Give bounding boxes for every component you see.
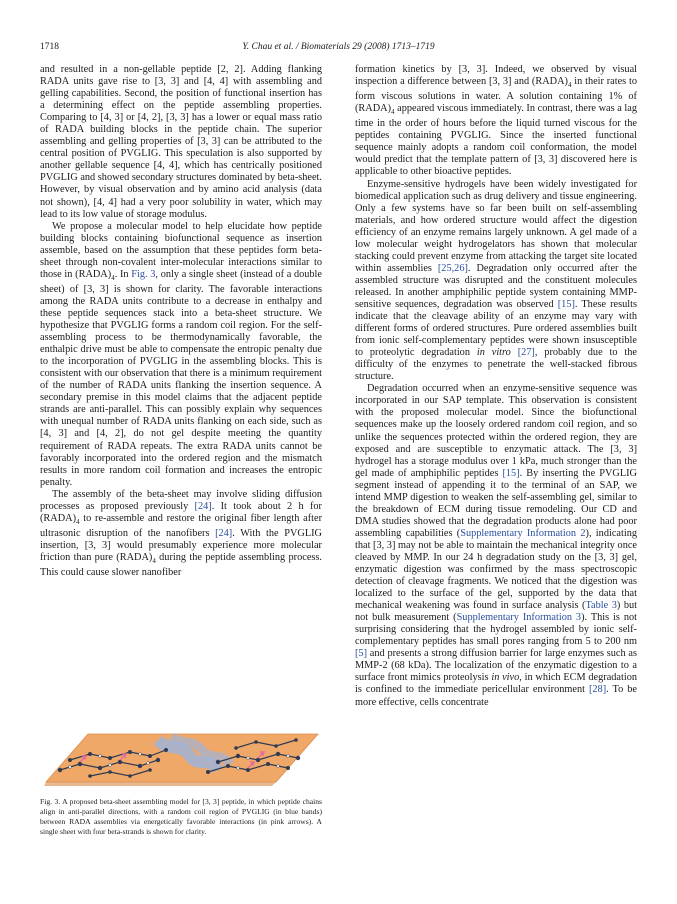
- sheet-plane-shadow: [44, 782, 276, 786]
- fig-3-link[interactable]: Fig. 3: [131, 268, 156, 280]
- right-paragraph-3: Degradation occurred when an enzyme-sensitive sequence was incorporated in our SAP template. This observation is consistent with the proposed molecular model. Since the biofunctional sequences make up the loosely ordered random coil region, and so unlike the sequences protected within the ordered region, they are exposed and are susceptible to enzymatic attack. The [3, 3] hydrogel has a storage modulus over 1 kPa, much stronger than the gel made of amphiphilic peptides [15]. By inserting the PVGLIG segment instead of appending it to the terminal of an SAP, we intend MMP digestion to weaken the self-assembling gel, similar to the breakdown of ECM during tissue remodeling. Our CD and DMA studies showed that the degradation products alone had poor assembling capabilities (Supplementary Information 2), indicating that [3, 3] may not be able to maintain the mechanical integrity once cleaved by MMP. In our 24 h degradation study on the [3, 3] gel, enzymatic digestion was confirmed by the mass spectroscopic detection of cleavage fragments. We noticed that the digestion was localized to the surface of the gel, supported by the data that mechanical weakening was found in surface analysis (Table 3) but not bulk measurement (Supplementary Information 3). This is not surprising considering that the hydrogel assembled by ionic self-complementary peptides has small pores ranging from 5 to 200 nm [5] and presents a strong diffusion barrier for large enzymes such as MMP-2 (68 kDa). The localization of the enzymatic digestion to a surface front mimics proteolysis in vivo, in which ECM degradation is confined to the immediate pericellular environment [28]. To be more effective, cells concentrate: [355, 383, 638, 708]
- citation-link[interactable]: [25,26]: [437, 262, 468, 274]
- figure-caption: Fig. 3. A proposed beta-sheet assembling model for [3, 3] peptide, in which peptide chains align in anti-parallel directions, with a random coil region of PVGLIG (in blue bands) between RADA assemblies via energetically favorable interactions (in pink arrows). A single sheet with four beta-strands is shown for clarity.: [40, 797, 322, 836]
- citation-link[interactable]: [24]: [194, 500, 212, 512]
- left-column: [40, 64, 322, 579]
- left-paragraph-2: We propose a molecular model to help elucidate how peptide building blocks containing biofunctional sequence as insertion assemble, based on the assumption that these peptides form beta-sheet through non-covalent inter-molecular interactions similar to those in $(RADA)_4$. In Fig. 3, only a single sheet (instead of a double sheet) of [3, 3] is shown for clarity. The favorable interactions among the RADA units contribute to a decrease in enthalpy and these peptide sequences stack into a beta-sheet structure. We hypothesize that PVGLIG forms a random coil region. For the self-assembling process to be thermodynamically favorable, the enthalpic drive must be able to compensate the entropic penalty due to the incorporation of PVGLIG in the assembling blocks. This is consistent with our observation that there is a minimum requirement of the number of RADA units flanking the insertion sequence. A secondary premise in this model claims that the adjacent peptide strands are anti-parallel. This can possibly explain why sequences with unequal number of RADA units flanking on each side, such as [4, 3] and [4, 2], do not gel despite meeting the quantity requirement of RADA repeats. The extra RADA units cannot be favorably incorporated into the ordered region and the mismatch results in more random coil formation and increases the entropic penalty.: [40, 220, 322, 488]
- page-number: 1718: [40, 42, 59, 52]
- citation-link[interactable]: [24]: [215, 527, 233, 539]
- right-column: [355, 64, 637, 709]
- citation-link[interactable]: [15]: [557, 298, 575, 310]
- left-paragraph-1: and resulted in a non-gellable peptide [2, 2]. Adding flanking RADA units gave rise to [3, 3] and [4, 4] with assembling and gelling capabilities. Second, the position of functional insertion has a determining effect on the peptide assembling properties. Comparing to [4, 3] or [4, 2], [3, 3] has a lower or equal mass ratio of RADA building blocks in the peptide chain. The superior assembling and gelling properties of [3, 3] can be attributed to the central position of PVGLIG. This speculation is also supported by another gellable sequence [4, 4], which has centrically positioned PVGLIG and showed secondary structures dominated by beta-sheet. However, by visual observation and by amino acid analysis (data not shown), [4, 4] had a very poor solubility in water, which may lead to its low value of storage modulus.: [40, 64, 322, 220]
- citation-link[interactable]: [5]: [355, 648, 368, 660]
- table-3-link[interactable]: Table 3: [585, 600, 617, 612]
- citation-link[interactable]: [27]: [517, 347, 535, 359]
- right-paragraph-1: formation kinetics by [3, 3]. Indeed, we observed by visual inspection a difference between [3, 3] and $(RADA)_4$ in their rates to form viscous solutions in water. A solution containing 1% of $(RADA)_4$ appeared viscous immediately. In contrast, there was a lag time in the order of hours before the liquid turned viscous for the peptides containing PVGLIG. Since the inserted functional sequence mainly adopts a random coil conformation, the model would predict that the template pattern of [3, 3] discovered here is applicable to other bioactive peptides.: [355, 64, 637, 178]
- figure-3-beta-sheet-model: [40, 712, 322, 792]
- left-paragraph-3: The assembly of the beta-sheet may involve sliding diffusion processes as proposed previously [24]. It took about 2 h for $(RADA)_4$ to re-assemble and restore the original fiber length after ultrasonic disruption of the nanofibers [24]. With the PVGLIG insertion, [3, 3] would presumably experience more molecular friction than pure $(RADA)_4$ during the peptide assembling process. This could cause slower nanofiber: [40, 488, 322, 579]
- citation-link[interactable]: [15]: [502, 467, 520, 479]
- citation-link[interactable]: [28]: [588, 684, 607, 696]
- right-paragraph-2: Enzyme-sensitive hydrogels have been widely investigated for biomedical application such as drug delivery and tissue engineering. Only a few systems have so far been built on self-assembling materials, and how ordered structure would affect the digestion efficiency of an enzyme remains largely unknown. A gel made of a low molecular weight hydrogelators has shown that molecular stacking could prevent enzyme from attacking the target site located within assemblies [25,26]. Degradation only occurred after the assembled structure was disrupted and the constituent molecules released. In another amphiphilic peptide system containing MMP-sensitive sequences, degradation was observed [15]. These results indicate that the cleavage ability of an enzyme may vary with different forms of ordered structures. Pure ordered assemblies built from ionic self-complementary peptides were shown insusceptible to proteolytic degradation in vitro [27], probably due to the difficulty of the enzymes to penetrate the well-stacked fibrous structure.: [355, 178, 637, 383]
- running-head: Y. Chau et al. / Biomaterials 29 (2008) 1713–1719: [242, 42, 435, 52]
- supplementary-link[interactable]: Supplementary Information 2: [460, 527, 586, 539]
- beta-sheet-illustration: [40, 712, 322, 792]
- supplementary-link[interactable]: Supplementary Information 3: [456, 612, 582, 624]
